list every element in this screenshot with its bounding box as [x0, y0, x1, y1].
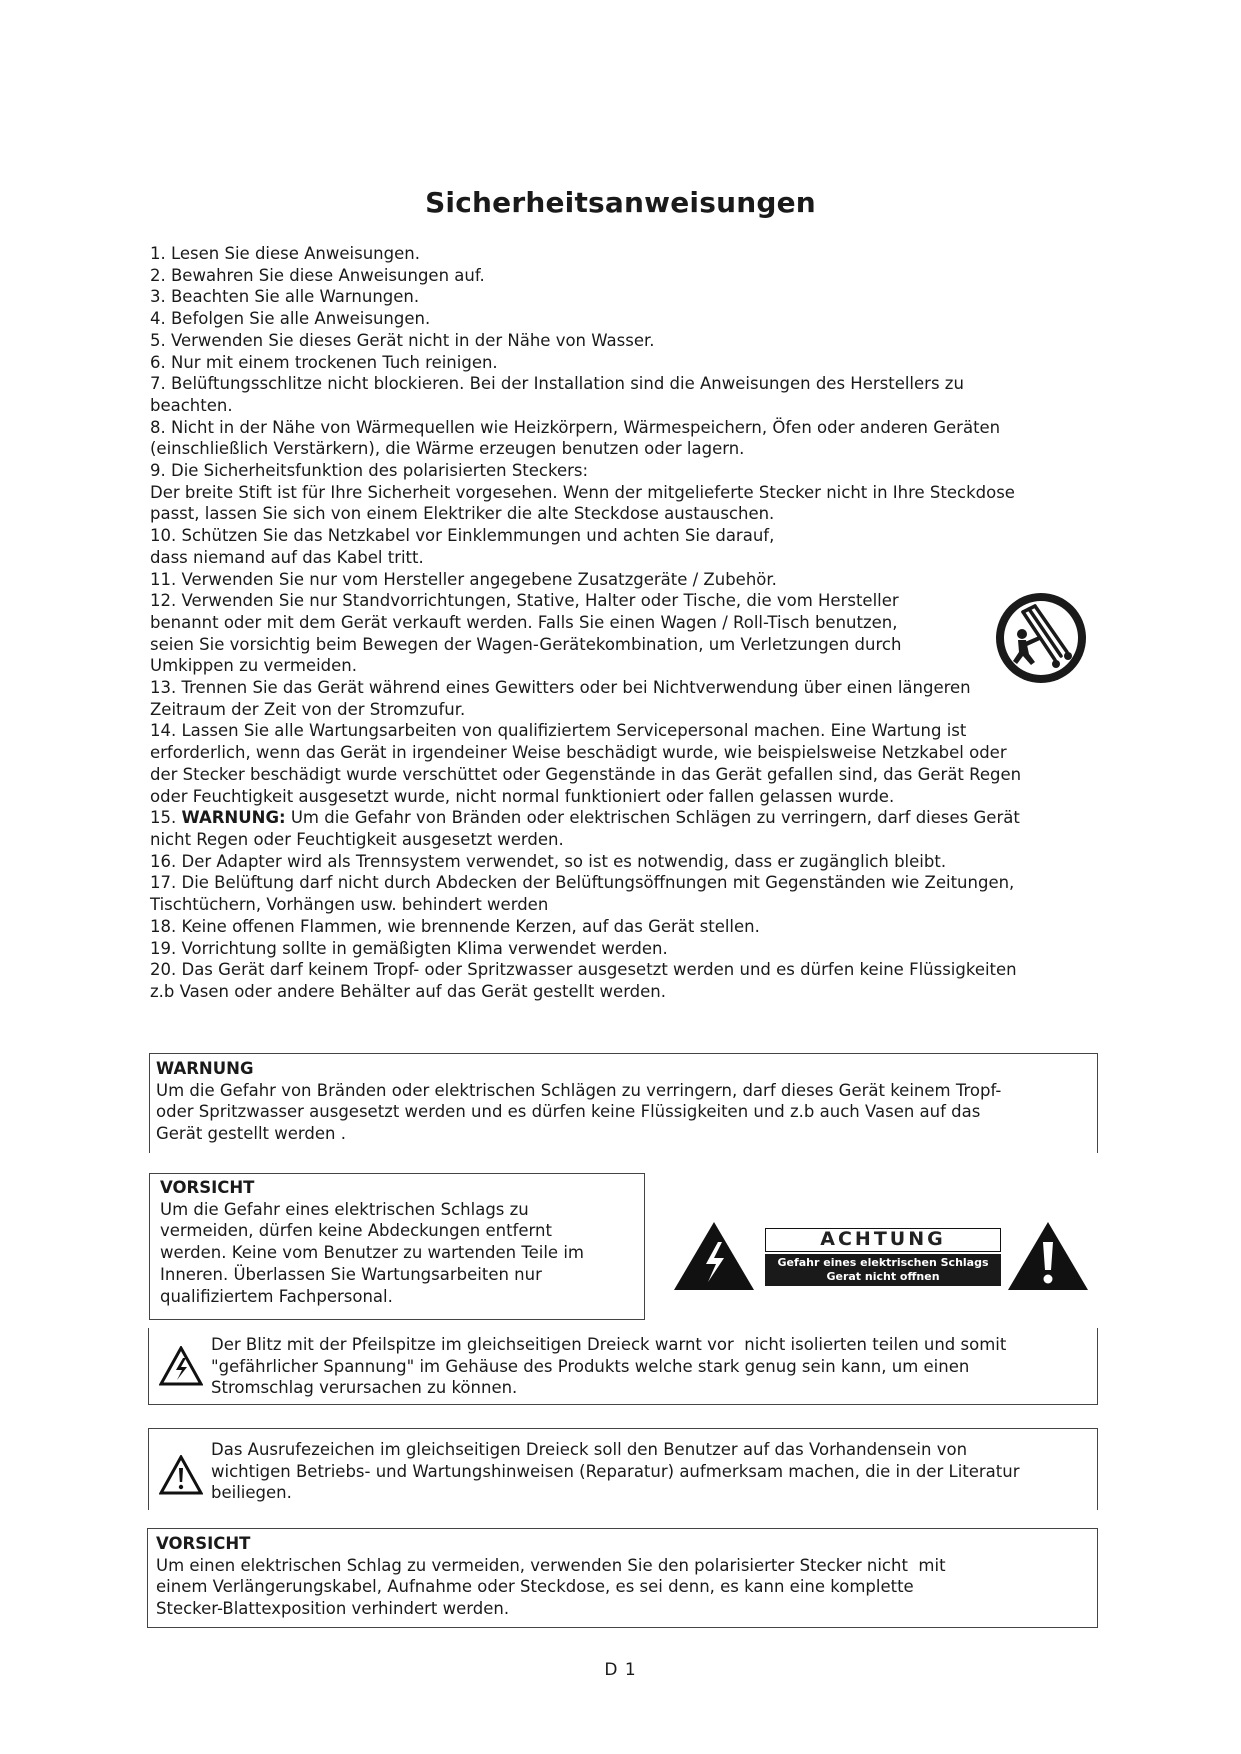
- cart-tipover-warning-icon: [993, 590, 1089, 686]
- list-item: 6. Nur mit einem trockenen Tuch reinigen.: [150, 352, 498, 372]
- warning-text: Um die Gefahr von Bränden oder elektrischen Schlägen zu verringern, darf dieses Gerät keinem Tropf- oder Spritzwasser ausgesetzt werden und es dürfen keine Flüssigkeiten und z.b auch Vasen auf das Gerät gestellt werden .: [156, 1080, 1002, 1144]
- page-title: Sicherheitsanweisungen: [425, 186, 816, 219]
- list-item-warnung: [150, 807, 1100, 850]
- caution-heading: VORSICHT: [156, 1534, 251, 1553]
- lightning-symbol-text: Der Blitz mit der Pfeilspitze im gleichseitigen Dreieck warnt vor nicht isolierten teilen und somit "gefährlicher Spannung" im Gehäuse des Produkts welche stark genug sein kann, um einen Stromschlag verursachen zu können.: [211, 1335, 1007, 1398]
- list-item: 7. Belüftungsschlitze nicht blockieren. Bei der Installation sind die Anweisungen des Herstellers zu beachten.: [150, 374, 964, 415]
- achtung-title: ACHTUNG: [765, 1228, 1001, 1252]
- lightning-symbol-box: [148, 1328, 1098, 1405]
- list-item: 19. Vorrichtung sollte in gemäßigten Klima verwendet werden.: [150, 938, 668, 958]
- caution-box: [149, 1173, 645, 1320]
- list-item: 12. Verwenden Sie nur Standvorrichtungen, Stative, Halter oder Tische, die vom Hersteller benannt oder mit dem Gerät verkauft werden. Falls Sie einen Wagen / Roll-Tisch benutzen, seien Sie vorsichtig beim Bewegen der Wagen-Gerätekombination, um Verletzungen durch Umkippen zu vermeiden.: [150, 591, 902, 676]
- list-item: 16. Der Adapter wird als Trennsystem verwendet, so ist es notwendig, dass er zugänglich bleibt.: [150, 851, 947, 871]
- list-item: 2. Bewahren Sie diese Anweisungen auf.: [150, 265, 485, 285]
- achtung-line2: Gerat nicht offnen: [826, 1270, 940, 1283]
- list-item: 20. Das Gerät darf keinem Tropf- oder Spritzwasser ausgesetzt werden und es dürfen keine Flüssigkeiten z.b Vasen oder andere Behälter auf das Gerät gestellt werden.: [150, 960, 1017, 1001]
- list-item: 13. Trennen Sie das Gerät während eines Gewitters oder bei Nichtverwendung über einen längeren Zeitraum der Zeit von der Stromzufur.: [150, 678, 971, 719]
- list-item: 9. Die Sicherheitsfunktion des polarisierten Steckers: Der breite Stift ist für Ihre Sicherheit vorgesehen. Wenn der mitgelieferte Stecker nicht in Ihre Steckdose passt, lassen Sie sich von einem Elektriker die alte Steckdose austauschen.: [150, 461, 1015, 524]
- item-number: 15.: [150, 808, 182, 828]
- page-number: D 1: [604, 1660, 637, 1680]
- exclamation-triangle-icon: [1006, 1220, 1090, 1292]
- warning-heading: WARNUNG: [156, 1059, 254, 1078]
- safety-instructions-list: [150, 243, 1100, 1003]
- achtung-line1: Gefahr eines elektrischen Schlags: [777, 1256, 989, 1269]
- achtung-warning-label: [672, 1218, 1092, 1294]
- achtung-subtitle: [765, 1254, 1001, 1286]
- exclamation-triangle-icon: [159, 1455, 203, 1495]
- caution-text: Um die Gefahr eines elektrischen Schlags zu vermeiden, dürfen keine Abdeckungen entfernt werden. Keine vom Benutzer zu wartenden Teile im Inneren. Überlassen Sie Wartungsarbeiten nur qualifiziertem Fachpersonal.: [160, 1199, 584, 1306]
- caution-heading: VORSICHT: [160, 1178, 255, 1197]
- list-item: 1. Lesen Sie diese Anweisungen.: [150, 244, 420, 263]
- list-item: 8. Nicht in der Nähe von Wärmequellen wie Heizkörpern, Wärmespeichern, Öfen oder anderen Geräten (einschließlich Verstärkern), die Wärme erzeugen benutzen oder lagern.: [150, 417, 1001, 459]
- list-item: 5. Verwenden Sie dieses Gerät nicht in der Nähe von Wasser.: [150, 330, 655, 350]
- list-item: 14. Lassen Sie alle Wartungsarbeiten von qualifiziertem Servicepersonal machen. Eine Wartung ist erforderlich, wenn das Gerät in irgendeiner Weise beschädigt wurde, wie beispielsweise Netzkabel oder der Stecker beschädigt wurde verschüttet oder Gegenstände in das Gerät gefallen sind, das Gerät Regen oder Feuchtigkeit ausgesetzt wurde, nicht normal funktioniert oder fallen gelassen wurde.: [150, 721, 1022, 806]
- exclamation-symbol-text: Das Ausrufezeichen im gleichseitigen Dreieck soll den Benutzer auf das Vorhandensein von wichtigen Betriebs- und Wartungshinweisen (Reparatur) aufmerksam machen, die in der Literatur beiliegen.: [211, 1440, 1020, 1503]
- warning-box: [149, 1053, 1098, 1153]
- caution-text: Um einen elektrischen Schlag zu vermeiden, verwenden Sie den polarisierter Stecker nicht mit einem Verlängerungskabel, Aufnahme oder Steckdose, es sei denn, es kann eine komplette Stecker-Blattexposition verhindert werden.: [156, 1555, 946, 1619]
- list-item: 4. Befolgen Sie alle Anweisungen.: [150, 309, 431, 329]
- list-item: 18. Keine offenen Flammen, wie brennende Kerzen, auf das Gerät stellen.: [150, 916, 760, 936]
- list-item: 17. Die Belüftung darf nicht durch Abdecken der Belüftungsöffnungen mit Gegenständen wie Zeitungen, Tischtüchern, Vorhängen usw. behindert werden: [150, 873, 1015, 915]
- exclamation-symbol-box: [148, 1428, 1098, 1510]
- warnung-label: WARNUNG:: [181, 808, 286, 828]
- lightning-triangle-icon: [672, 1220, 756, 1292]
- item-text: Um die Gefahr von Bränden oder elektrischen Schlägen zu verringern, darf dieses Gerät nicht Regen oder Feuchtigkeit ausgesetzt werden.: [150, 808, 1020, 849]
- caution-box-plug: [147, 1528, 1098, 1628]
- list-item: 10. Schützen Sie das Netzkabel vor Einklemmungen und achten Sie darauf, dass niemand auf das Kabel tritt.: [150, 526, 775, 567]
- list-item: 3. Beachten Sie alle Warnungen.: [150, 287, 420, 307]
- list-item: 11. Verwenden Sie nur vom Hersteller angegebene Zusatzgeräte / Zubehör.: [150, 569, 777, 589]
- lightning-triangle-icon: [159, 1346, 203, 1386]
